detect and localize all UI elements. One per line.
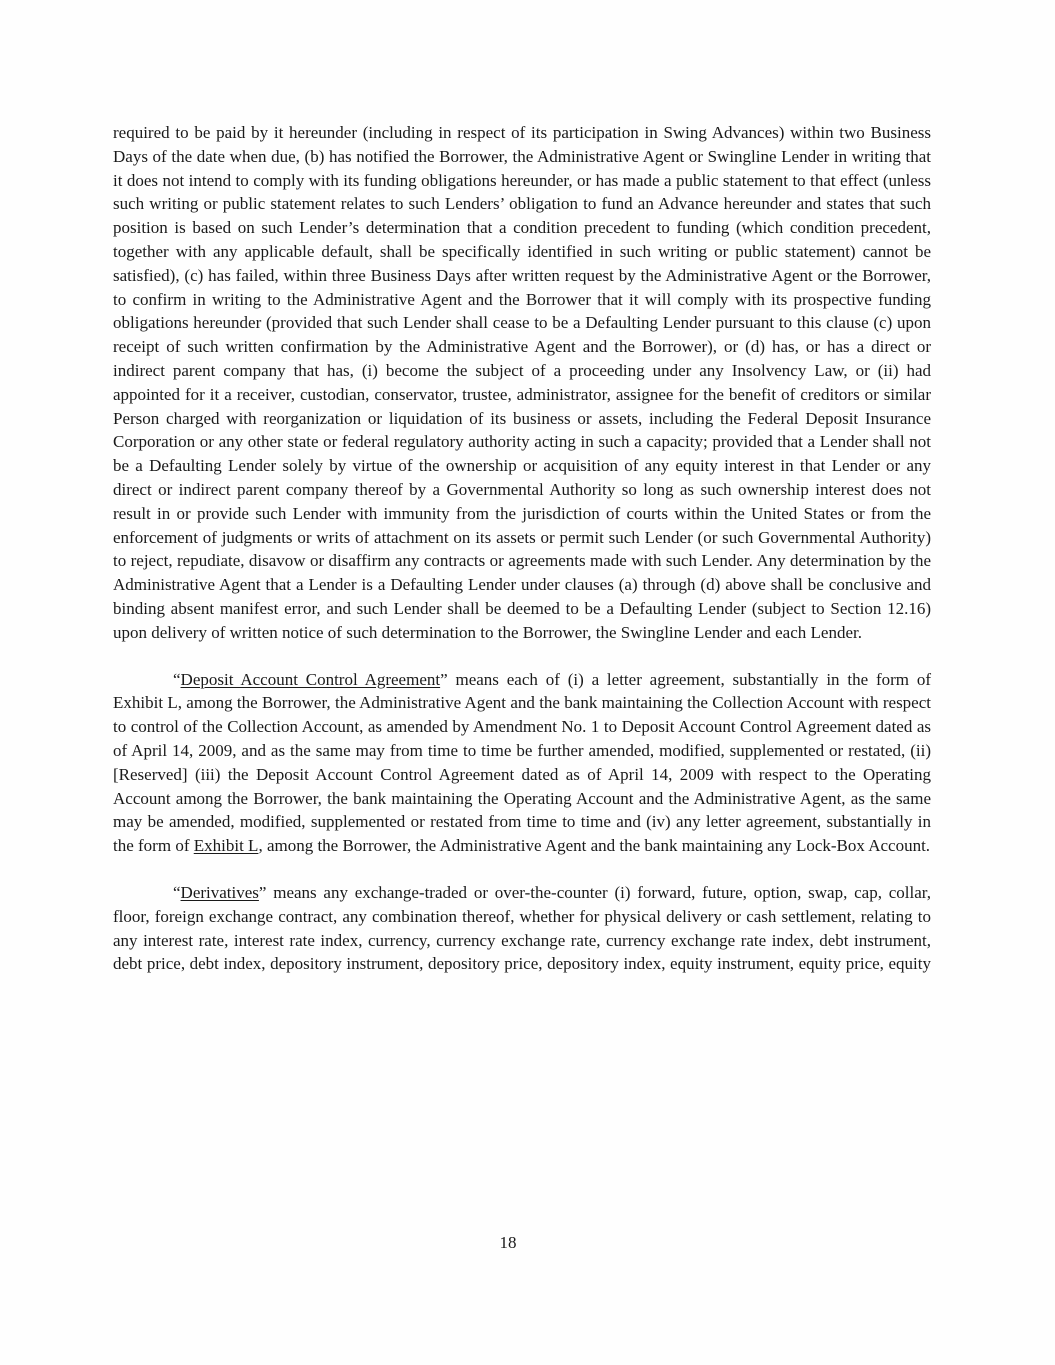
text-run: required to be paid by it hereunder (including in respect of its participation in Swing Advances) within two Business Days of the date when due, (b) has notified the Borrower, the Administrative Agent or Swingline Lender in writing that it does not intend to comply with its funding obligations hereunder, or has made a public statement to that effect (unless such writing or public statement relates to such Lenders’ obligation to fund an Advance hereunder and states that such position is based on such Lender’s determination that a condition precedent to funding (which condition precedent, together with any applicable default, shall be specifically identified in such writing or public statement) cannot be satisfied), (c) has failed, within three Business Days after written request by the Administrative Agent or the Borrower, to confirm in writing to the Administrative Agent and the Borrower that it will comply with its prospective funding obligations hereunder (provided that such Lender shall cease to be a Defaulting Lender pursuant to this clause (c) upon receipt of such written confirmation by the Administrative Agent and the Borrower), or (d) has, or has a direct or indirect parent company that has, (i) become the subject of a proceeding under any Insolvency Law, or (ii) had appointed for it a receiver, custodian, conservator, trustee, administrator, assignee for the benefit of creditors or similar Person charged with reorganization or liquidation of its business or assets, including the Federal Deposit Insurance Corporation or any other state or federal regulatory authority acting in such a capacity; provided that a Lender shall not be a Defaulting Lender solely by virtue of the ownership or acquisition of any equity interest in that Lender or any direct or indirect parent company thereof by a Governmental Authority so long as such ownership interest does not result in or provide such Lender with immunity from the jurisdiction of courts within the United States or from the enforcement of judgments or writs of attachment on its assets or permit such Lender (or such Governmental Authority) to reject, repudiate, disavow or disaffirm any contracts or agreements made with such Lender. Any determination by the Administrative Agent that a Lender is a Defaulting Lender under clauses (a) through (d) above shall be conclusive and binding absent manifest error, and such Lender shall be deemed to be a Defaulting Lender (subject to Section 12.16) upon delivery of written notice of such determination to the Borrower, the Swingline Lender and each Lender. [113, 123, 931, 642]
page-number: 18 [499, 1233, 517, 1252]
paragraph [113, 668, 931, 858]
paragraph [113, 121, 931, 645]
text-run: “ [173, 669, 181, 689]
defined-term: Derivatives [180, 882, 259, 902]
text-run: , among the Borrower, the Administrative Agent and the bank maintaining any Lock-Box Account. [258, 836, 931, 856]
text-run: “ [173, 882, 181, 902]
text-run: ” means each of (i) a letter agreement, substantially in the form of Exhibit L, among the Borrower, the Administrative Agent and the bank maintaining the Collection Account with respect to control of the Collection Account, as amended by Amendment No. 1 to Deposit Account Control Agreement dated as of April 14, 2009, and as the same may from time to time be further amended, modified, supplemented or restated, (ii) [Reserved] (iii) the Deposit Account Control Agreement dated as of April 14, 2009 with respect to the Operating Account among the Borrower, the bank maintaining the Operating Account and the Administrative Agent, as the same may be amended, modified, supplemented or restated from time to time and (iv) any letter agreement, substantially in the form of [113, 669, 931, 856]
text-run: ” means any exchange-traded or over-the-counter (i) forward, future, option, swap, cap, collar, floor, foreign exchange contract, any combination thereof, whether for physical delivery or cash settlement, relating to any interest rate, interest rate index, currency, currency exchange rate, currency exchange rate index, debt instrument, debt price, debt index, depository instrument, depository price, depository index, equity instrument, equity price, equity [113, 882, 931, 974]
defined-term: Deposit Account Control Agreement [180, 669, 441, 689]
document-body [113, 121, 931, 976]
defined-term: Exhibit L [193, 836, 259, 856]
paragraph [113, 881, 931, 976]
